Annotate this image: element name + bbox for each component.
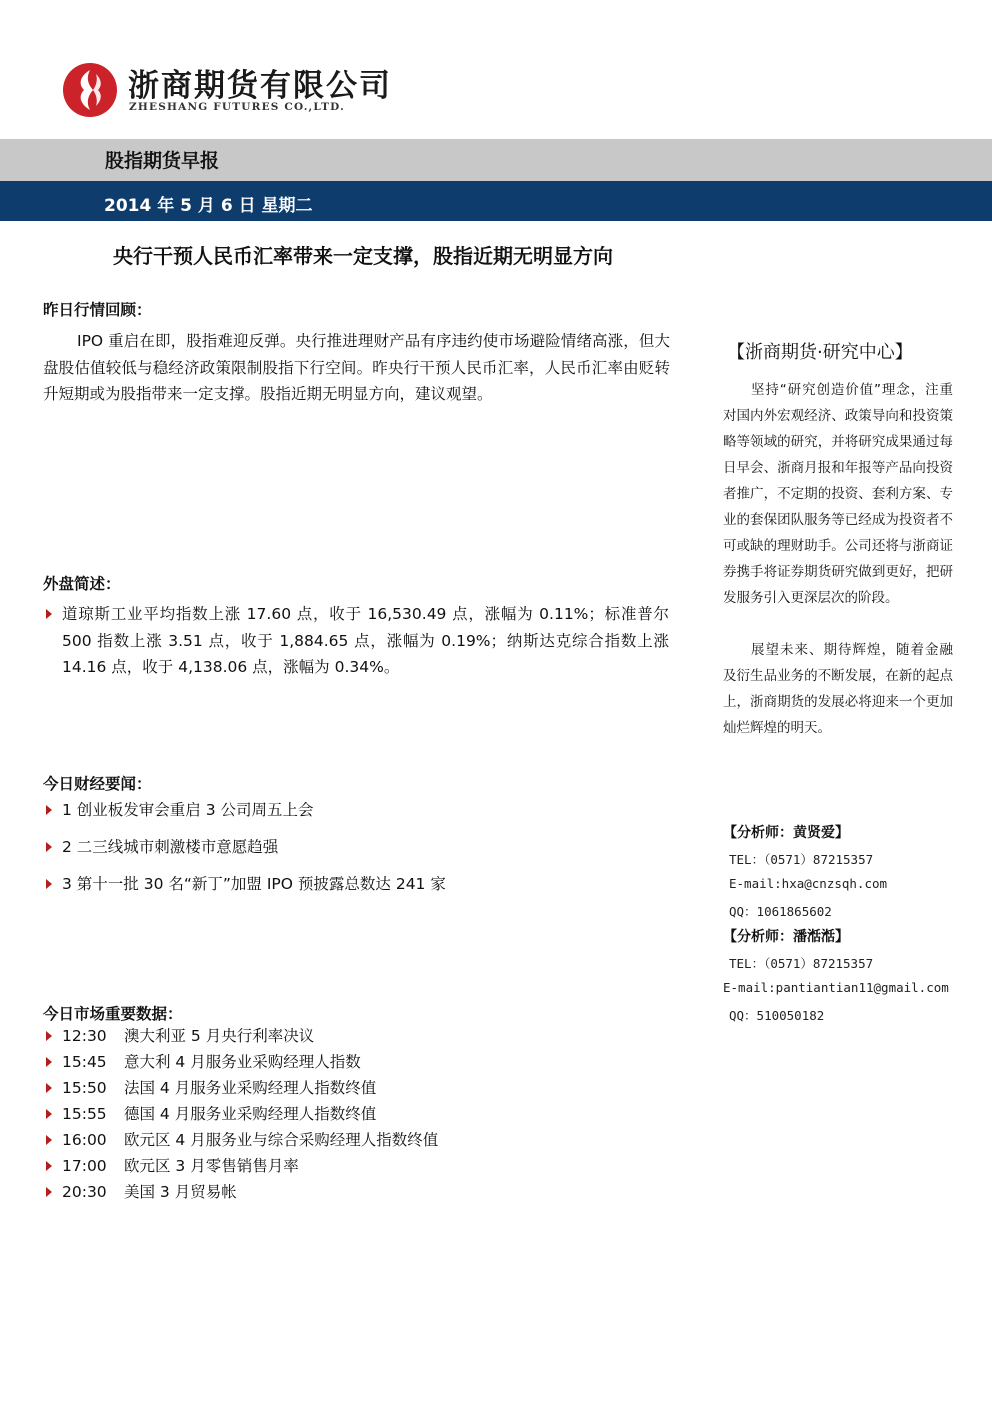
data-event-row (46, 1127, 438, 1153)
research-center-para1: 坚持“研究创造价值”理念，注重对国内外宏观经济、政策导向和投资策略等领域的研究，并将研究成果通过每日早会、浙商月报和年报等产品向投资者推广，不定期的投资、套利方案、专业的套保团队服务等已经成为投资者不可或缺的理财助手。公司还将与浙商证券携手将证券期货研究做到更好，把研发服务引入更深层次的阶段。 (723, 382, 953, 606)
data-event-text: 法国 4 月服务业采购经理人指数终值 (124, 1079, 377, 1097)
data-event-time: 16:00 (62, 1131, 107, 1149)
outer-item (46, 601, 669, 681)
data-event-row (46, 1049, 361, 1075)
outer-heading: 外盘简述： (43, 575, 121, 593)
outer-text: 道琼斯工业平均指数上涨 17.60 点，收于 16,530.49 点，涨幅为 0.11%；标准普尔 500 指数上涨 3.51 点，收于 1,884.65 点，涨幅为 0.19%；纳斯达克综合指数上涨 14.16 点，收于 4,138.06 点，涨幅为 0.34%。 (62, 605, 669, 676)
report-headline: 央行干预人民币汇率带来一定支撑，股指近期无明显方向 (113, 244, 613, 268)
data-event-time: 15:50 (62, 1079, 107, 1097)
bullet-triangle-icon (46, 1057, 52, 1067)
review-heading: 昨日行情回顾： (43, 301, 152, 319)
data-event-text: 欧元区 4 月服务业与综合采购经理人指数终值 (124, 1131, 439, 1149)
data-event-row (46, 1075, 376, 1101)
analyst-qq: QQ：510050182 (729, 1008, 825, 1023)
analyst-heading: 【分析师：潘湉湉】 (723, 929, 849, 945)
bullet-triangle-icon (46, 1161, 52, 1171)
data-event-text: 意大利 4 月服务业采购经理人指数 (124, 1053, 361, 1071)
analyst-email: E-mail:pantiantian11@gmail.com (723, 980, 949, 995)
analyst-qq: QQ：1061865602 (729, 904, 832, 919)
data-event-text: 欧元区 3 月零售销售月率 (124, 1157, 299, 1175)
bullet-triangle-icon (46, 1083, 52, 1093)
data-event-text: 美国 3 月贸易帐 (124, 1183, 237, 1201)
analyst-heading: 【分析师：黄贤爱】 (723, 825, 849, 841)
bullet-triangle-icon (46, 1187, 52, 1197)
analyst-tel: TEL：（0571）87215357 (729, 956, 874, 971)
news-item (46, 797, 314, 823)
news-item (46, 834, 278, 860)
bullet-triangle-icon (46, 1135, 52, 1145)
bullet-triangle-icon (46, 1031, 52, 1041)
research-center-para2: 展望未来、期待辉煌，随着金融及衍生品业务的不断发展，在新的起点上，浙商期货的发展必将迎来一个更加灿烂辉煌的明天。 (723, 642, 953, 736)
data-event-time: 15:55 (62, 1105, 107, 1123)
review-text: IPO 重启在即，股指难迎反弹。央行推进理财产品有序违约使市场避险情绪高涨，但大盘股估值较低与稳经济政策限制股指下行空间。昨央行干预人民币汇率，人民币汇率由贬转升短期或为股指带来一定支撑。股指近期无明显方向，建议观望。 (43, 332, 670, 403)
data-event-time: 20:30 (62, 1183, 107, 1201)
data-event-row (46, 1101, 376, 1127)
bullet-triangle-icon (46, 879, 52, 889)
news-item (46, 871, 446, 897)
report-title: 股指期货早报 (105, 150, 220, 172)
data-heading: 今日市场重要数据： (43, 1005, 183, 1023)
data-event-text: 澳大利亚 5 月央行利率决议 (124, 1027, 315, 1045)
company-name-cn: 浙商期货有限公司 (128, 68, 392, 104)
bullet-triangle-icon (46, 842, 52, 852)
bullet-triangle-icon (46, 1109, 52, 1119)
news-item-text: 3 第十一批 30 名“新丁”加盟 IPO 预披露总数达 241 家 (62, 875, 446, 893)
data-event-text: 德国 4 月服务业采购经理人指数终值 (124, 1105, 377, 1123)
data-event-time: 17:00 (62, 1157, 107, 1175)
research-center-title: 【浙商期货·研究中心】 (727, 342, 913, 363)
data-event-time: 12:30 (62, 1027, 107, 1045)
bullet-triangle-icon (46, 609, 52, 619)
data-event-row (46, 1153, 299, 1179)
company-name-en: ZHESHANG FUTURES CO.,LTD. (129, 101, 345, 113)
news-item-text: 2 二三线城市刺激楼市意愿趋强 (62, 838, 279, 856)
analyst-tel: TEL：（0571）87215357 (729, 852, 874, 867)
bullet-triangle-icon (46, 805, 52, 815)
news-item-text: 1 创业板发审会重启 3 公司周五上会 (62, 801, 314, 819)
report-date: 2014 年 5 月 6 日 星期二 (104, 196, 313, 216)
data-event-time: 15:45 (62, 1053, 107, 1071)
zheshang-logo-icon (62, 62, 118, 118)
data-event-row (46, 1179, 237, 1205)
analyst-email: E-mail:hxa@cnzsqh.com (729, 876, 888, 891)
data-event-row (46, 1023, 314, 1049)
news-heading: 今日财经要闻： (43, 775, 152, 793)
